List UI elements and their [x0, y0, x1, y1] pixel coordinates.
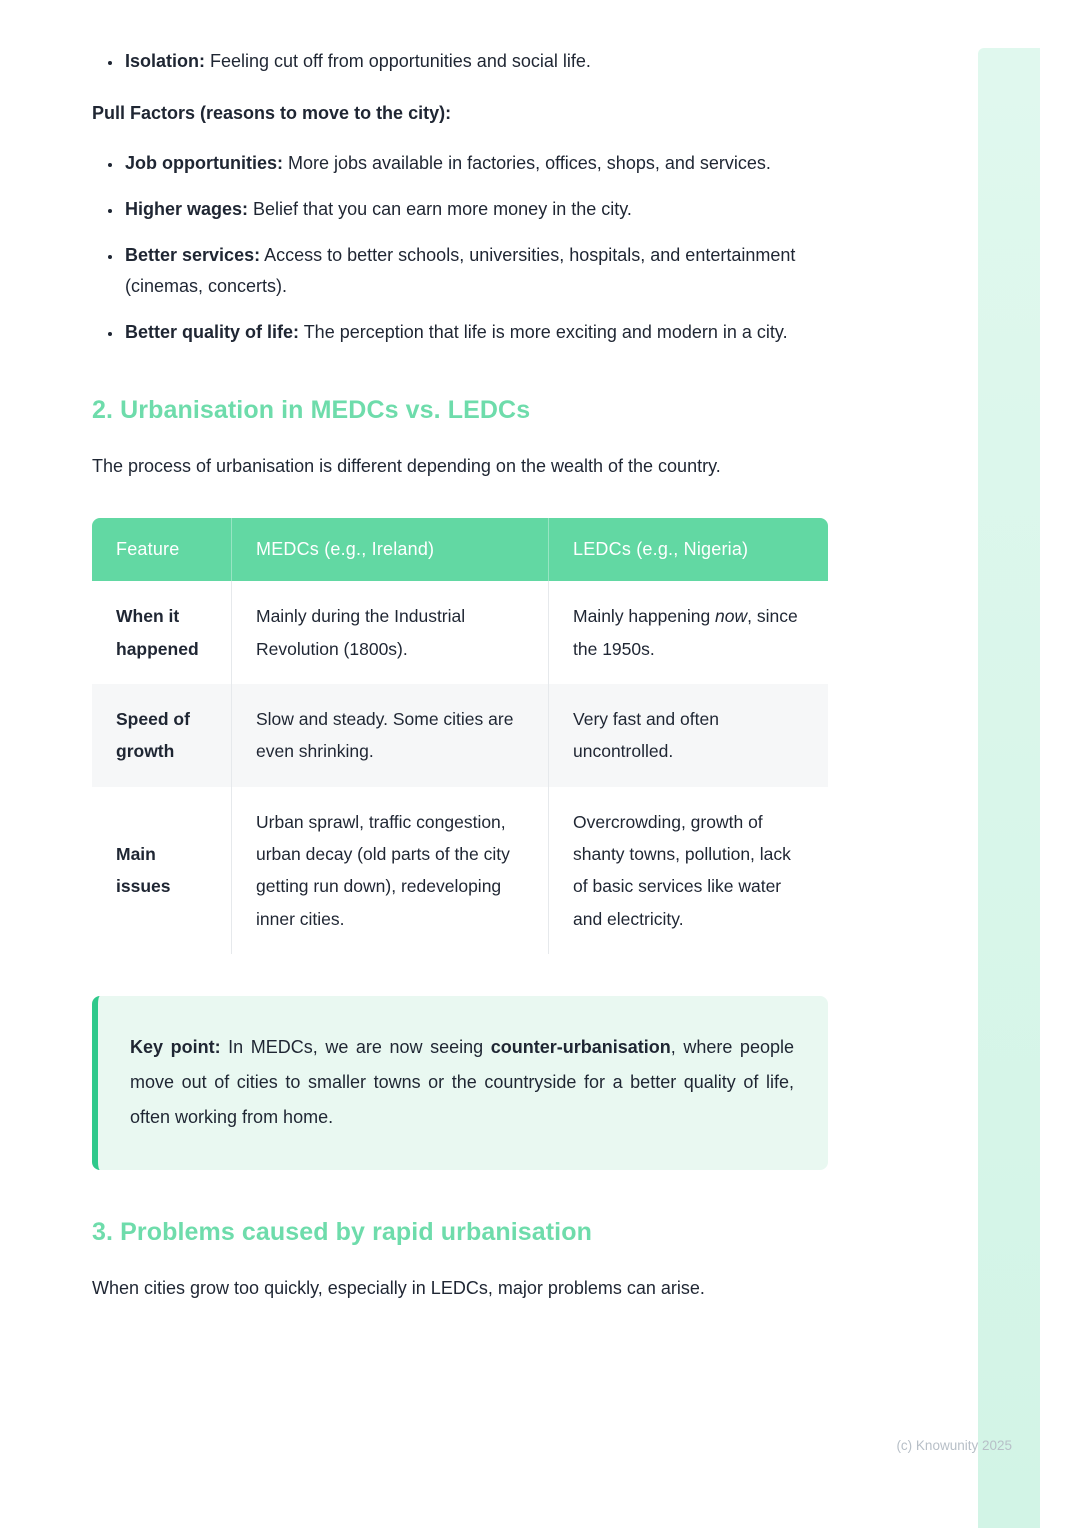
key-point-text: In MEDCs, we are now seeing: [220, 1037, 491, 1058]
bullet-text: Access to better schools, universities, hospitals, and entertainment (cinemas, concerts).: [125, 244, 796, 296]
page-content: [92, 46, 828, 1304]
section-3-intro: When cities grow too quickly, especially in LEDCs, major problems can arise.: [92, 1277, 705, 1298]
table-cell-medc: Slow and steady. Some cities are even shrinking.: [232, 684, 549, 787]
key-point-callout: [92, 996, 828, 1169]
table-cell-ledc: Very fast and often uncontrolled.: [549, 684, 828, 787]
ledc-text: Mainly happening: [573, 606, 716, 627]
bullet-item-quality-of-life: [123, 317, 828, 348]
bullet-text: Feeling cut off from opportunities and social life.: [205, 51, 591, 71]
table-row-when: [92, 581, 828, 684]
bullet-lead: Better quality of life:: [125, 321, 300, 342]
medc-ledc-comparison-table: [92, 518, 828, 954]
ledc-italic-text: now: [715, 606, 748, 627]
ledc-text: , since the 1950s.: [573, 606, 798, 659]
bullet-item-isolation: [123, 46, 828, 77]
table-cell-feature: When it happened: [92, 581, 232, 684]
table-cell-medc: Mainly during the Industrial Revolution (1800s).: [232, 581, 549, 684]
bullet-item-wages: [123, 194, 828, 225]
table-header-ledc: LEDCs (e.g., Nigeria): [549, 518, 828, 581]
table-header-feature: Feature: [92, 518, 232, 581]
bullet-text: The perception that life is more exciting and modern in a city.: [299, 321, 788, 342]
table-header-row: [92, 518, 828, 581]
bullet-item-services: [123, 240, 828, 302]
copyright-credit: (c) Knowunity 2025: [896, 1438, 1012, 1453]
table-cell-ledc: Overcrowding, growth of shanty towns, pollution, lack of basic services like water and electricity.: [549, 787, 828, 955]
table-row-issues: [92, 787, 828, 955]
pull-factors-heading: Pull Factors (reasons to move to the city):: [92, 102, 452, 123]
section-2-heading: 2. Urbanisation in MEDCs vs. LEDCs: [92, 395, 531, 424]
bullet-text: Belief that you can earn more money in the city.: [248, 198, 632, 219]
key-point-text: , where people move out of cities to smaller towns or the countryside for a better quality of life, often working from home.: [130, 1037, 794, 1128]
table-cell-ledc: [549, 581, 828, 684]
table-cell-feature: Main issues: [92, 787, 232, 955]
bullet-lead: Better services:: [125, 244, 261, 265]
bullet-lead: Higher wages:: [125, 198, 249, 219]
table-cell-medc: Urban sprawl, traffic congestion, urban decay (old parts of the city getting run down), redeveloping inner cities.: [232, 787, 549, 955]
bullet-text: More jobs available in factories, offices, shops, and services.: [282, 152, 771, 173]
key-point-label: Key point:: [130, 1037, 221, 1058]
key-point-bold-term: counter-urbanisation: [490, 1037, 671, 1058]
bullet-item-jobs: [123, 148, 828, 179]
table-row-speed: [92, 684, 828, 787]
table-header-medc: MEDCs (e.g., Ireland): [232, 518, 549, 581]
section-3-heading: 3. Problems caused by rapid urbanisation: [92, 1217, 592, 1246]
pull-factors-list: [92, 148, 828, 348]
bullet-lead: Isolation:: [125, 51, 205, 71]
table-cell-feature: Speed of growth: [92, 684, 232, 787]
right-accent-strip: [978, 48, 1040, 1528]
intro-bullet-list: [92, 46, 828, 77]
section-2-intro: The process of urbanisation is different depending on the wealth of the country.: [92, 455, 721, 476]
bullet-lead: Job opportunities:: [125, 152, 283, 173]
